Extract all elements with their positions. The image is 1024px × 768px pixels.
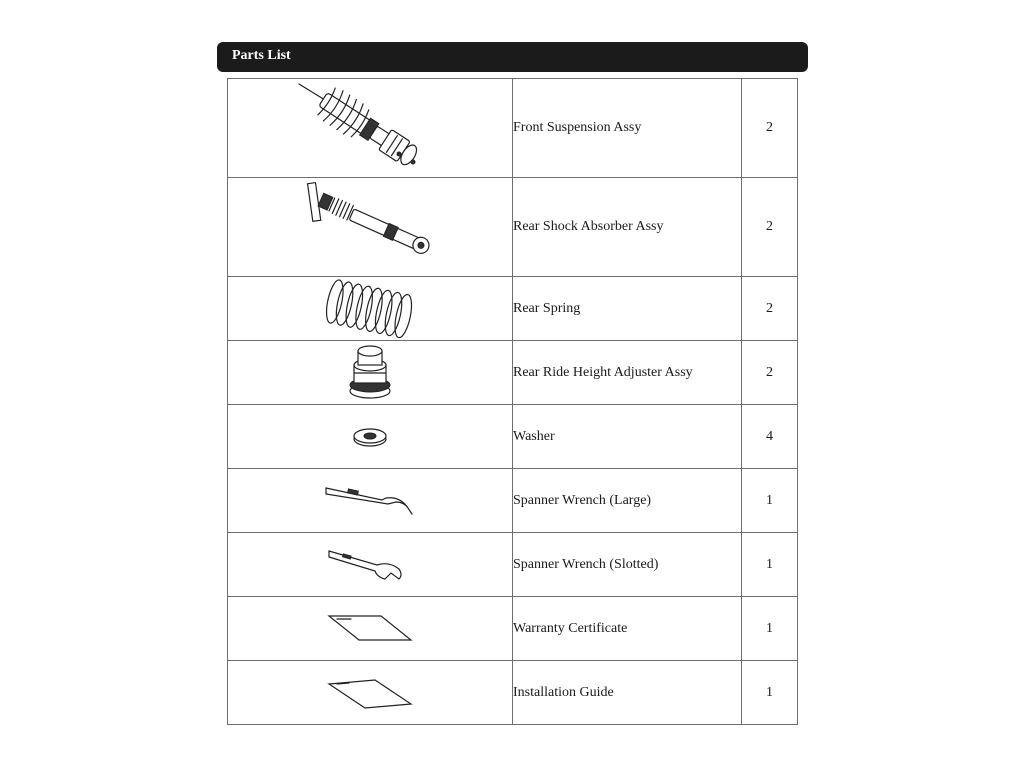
spanner-wrench-large-icon (322, 484, 418, 518)
installation-guide-icon (325, 676, 415, 710)
spanner-wrench-slotted-icon (325, 545, 415, 585)
part-quantity: 1 (742, 533, 798, 597)
part-quantity: 4 (742, 405, 798, 469)
part-quantity: 1 (742, 661, 798, 725)
part-image-cell (228, 178, 513, 277)
part-name: Installation Guide (513, 661, 742, 725)
part-name: Rear Ride Height Adjuster Assy (513, 341, 742, 405)
rear-spring-icon (322, 279, 418, 339)
table-row (228, 597, 798, 661)
part-quantity: 2 (742, 341, 798, 405)
height-adjuster-icon (340, 343, 400, 403)
parts-list-header (217, 42, 808, 72)
part-image-cell (228, 79, 513, 178)
table-row (228, 79, 798, 178)
part-name: Washer (513, 405, 742, 469)
part-quantity: 1 (742, 597, 798, 661)
table-row (228, 661, 798, 725)
part-name: Warranty Certificate (513, 597, 742, 661)
table-row (228, 405, 798, 469)
part-image-cell (228, 341, 513, 405)
rear-shock-icon (300, 179, 440, 275)
table-row (228, 341, 798, 405)
front-suspension-icon (295, 80, 445, 176)
part-quantity: 2 (742, 277, 798, 341)
table-row (228, 277, 798, 341)
part-name: Spanner Wrench (Slotted) (513, 533, 742, 597)
part-image-cell (228, 597, 513, 661)
table-row (228, 533, 798, 597)
table-row (228, 178, 798, 277)
part-image-cell (228, 469, 513, 533)
part-quantity: 2 (742, 79, 798, 178)
part-image-cell (228, 405, 513, 469)
washer-icon (350, 425, 390, 449)
part-image-cell (228, 661, 513, 725)
part-image-cell (228, 277, 513, 341)
part-name: Front Suspension Assy (513, 79, 742, 178)
part-quantity: 1 (742, 469, 798, 533)
part-image-cell (228, 533, 513, 597)
part-name: Rear Shock Absorber Assy (513, 178, 742, 277)
part-name: Spanner Wrench (Large) (513, 469, 742, 533)
warranty-certificate-icon (325, 612, 415, 646)
part-quantity: 2 (742, 178, 798, 277)
part-name: Rear Spring (513, 277, 742, 341)
parts-table (227, 78, 798, 725)
table-row (228, 469, 798, 533)
page-title: Parts List (232, 48, 291, 63)
